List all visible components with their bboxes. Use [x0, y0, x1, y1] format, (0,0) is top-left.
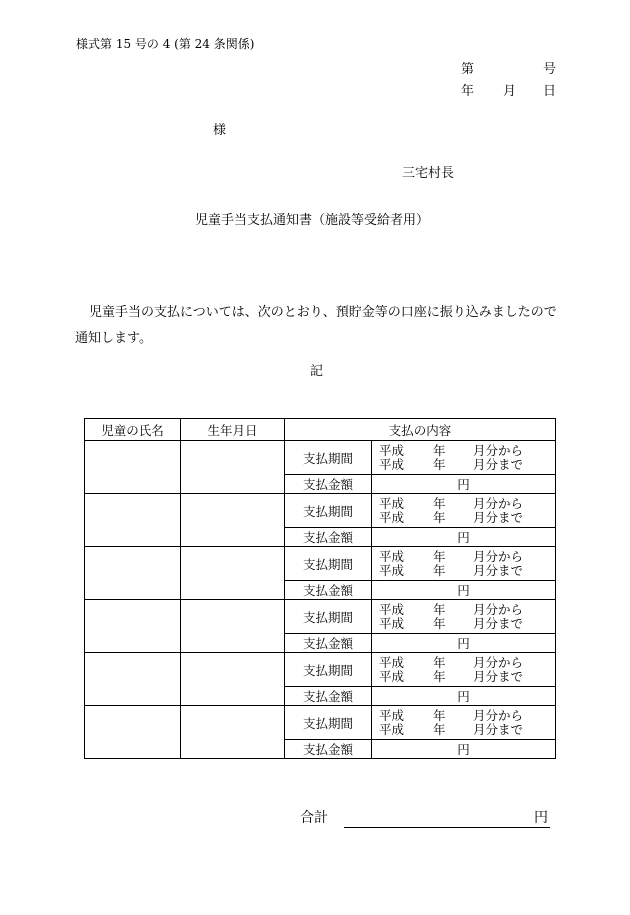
year-label: 年: [433, 615, 446, 631]
amount-value-cell[interactable]: [372, 475, 556, 494]
year-label: 年: [433, 548, 446, 564]
child-name-cell[interactable]: [85, 653, 181, 706]
era-label: 平成: [379, 562, 405, 578]
yen-unit: 円: [457, 477, 470, 492]
period-label: 支払期間: [285, 600, 372, 634]
header-payment-content: 支払の内容: [285, 419, 556, 441]
payment-table: [84, 418, 556, 759]
table-header-row: [85, 419, 556, 441]
month-to-label: 月分まで: [473, 721, 524, 737]
era-label: 平成: [379, 721, 405, 737]
year-label: 年: [433, 601, 446, 617]
year-label: 年: [433, 654, 446, 670]
amount-label: 支払金額: [285, 528, 372, 547]
birth-date-cell[interactable]: [181, 441, 285, 494]
table-row: [85, 441, 556, 475]
month-from-label: 月分から: [473, 495, 524, 511]
yen-unit: 円: [457, 689, 470, 704]
amount-label: 支払金額: [285, 740, 372, 759]
era-label: 平成: [379, 495, 405, 511]
header-birth-date: 生年月日: [181, 419, 285, 441]
period-label: 支払期間: [285, 653, 372, 687]
ki-marker: 記: [310, 364, 324, 379]
total-amount-line[interactable]: [344, 827, 550, 828]
month-to-label: 月分まで: [473, 509, 524, 525]
birth-date-cell[interactable]: [181, 600, 285, 653]
period-value-cell[interactable]: [372, 600, 556, 634]
total-unit: 円: [534, 810, 548, 826]
birth-date-cell[interactable]: [181, 547, 285, 600]
birth-date-cell[interactable]: [181, 706, 285, 759]
period-label: 支払期間: [285, 547, 372, 581]
table-body: [85, 441, 556, 759]
period-label: 支払期間: [285, 494, 372, 528]
number-suffix: 号: [543, 62, 557, 77]
period-value-cell[interactable]: [372, 653, 556, 687]
form-number-label: 様式第 15 号の 4 (第 24 条関係): [76, 37, 255, 51]
birth-date-cell[interactable]: [181, 494, 285, 547]
yen-unit: 円: [457, 742, 470, 757]
period-label: 支払期間: [285, 441, 372, 475]
period-value-cell[interactable]: [372, 706, 556, 740]
table-row: [85, 494, 556, 528]
total-label: 合計: [300, 810, 328, 826]
child-name-cell[interactable]: [85, 547, 181, 600]
amount-label: 支払金額: [285, 475, 372, 494]
year-label: 年: [433, 707, 446, 723]
table-row: [85, 600, 556, 634]
amount-value-cell[interactable]: [372, 740, 556, 759]
child-name-cell[interactable]: [85, 441, 181, 494]
amount-value-cell[interactable]: [372, 528, 556, 547]
table-row: [85, 706, 556, 740]
month-from-label: 月分から: [473, 654, 524, 670]
year-label: 年: [433, 509, 446, 525]
birth-date-cell[interactable]: [181, 653, 285, 706]
year-label: 年: [433, 562, 446, 578]
child-name-cell[interactable]: [85, 706, 181, 759]
month-to-label: 月分まで: [473, 668, 524, 684]
year-label: 年: [433, 456, 446, 472]
amount-label: 支払金額: [285, 581, 372, 600]
amount-value-cell[interactable]: [372, 581, 556, 600]
month-to-label: 月分まで: [473, 615, 524, 631]
date-day: 日: [543, 84, 557, 99]
child-name-cell[interactable]: [85, 600, 181, 653]
era-label: 平成: [379, 548, 405, 564]
yen-unit: 円: [457, 583, 470, 598]
year-label: 年: [433, 668, 446, 684]
year-label: 年: [433, 721, 446, 737]
month-to-label: 月分まで: [473, 562, 524, 578]
body-text: 児童手当の支払については、次のとおり、預貯金等の口座に振り込みましたので通知します。: [75, 305, 557, 346]
period-value-cell[interactable]: [372, 494, 556, 528]
month-from-label: 月分から: [473, 548, 524, 564]
era-label: 平成: [379, 707, 405, 723]
period-value-cell[interactable]: [372, 441, 556, 475]
month-from-label: 月分から: [473, 442, 524, 458]
year-label: 年: [433, 442, 446, 458]
issuer-name: 三宅村長: [402, 166, 455, 181]
era-label: 平成: [379, 615, 405, 631]
number-prefix: 第: [461, 62, 475, 77]
era-label: 平成: [379, 654, 405, 670]
era-label: 平成: [379, 668, 405, 684]
month-to-label: 月分まで: [473, 456, 524, 472]
header-child-name: 児童の氏名: [85, 419, 181, 441]
yen-unit: 円: [457, 530, 470, 545]
era-label: 平成: [379, 456, 405, 472]
period-value-cell[interactable]: [372, 547, 556, 581]
document-title: 児童手当支払通知書（施設等受給者用）: [195, 213, 430, 228]
amount-label: 支払金額: [285, 634, 372, 653]
yen-unit: 円: [457, 636, 470, 651]
era-label: 平成: [379, 601, 405, 617]
date-year: 年: [461, 84, 475, 99]
month-from-label: 月分から: [473, 707, 524, 723]
year-label: 年: [433, 495, 446, 511]
amount-label: 支払金額: [285, 687, 372, 706]
month-from-label: 月分から: [473, 601, 524, 617]
era-label: 平成: [379, 509, 405, 525]
amount-value-cell[interactable]: [372, 687, 556, 706]
date-month: 月: [503, 84, 517, 99]
addressee-honorific: 様: [213, 123, 227, 138]
child-name-cell[interactable]: [85, 494, 181, 547]
era-label: 平成: [379, 442, 405, 458]
period-label: 支払期間: [285, 706, 372, 740]
table-row: [85, 547, 556, 581]
amount-value-cell[interactable]: [372, 634, 556, 653]
table-row: [85, 653, 556, 687]
